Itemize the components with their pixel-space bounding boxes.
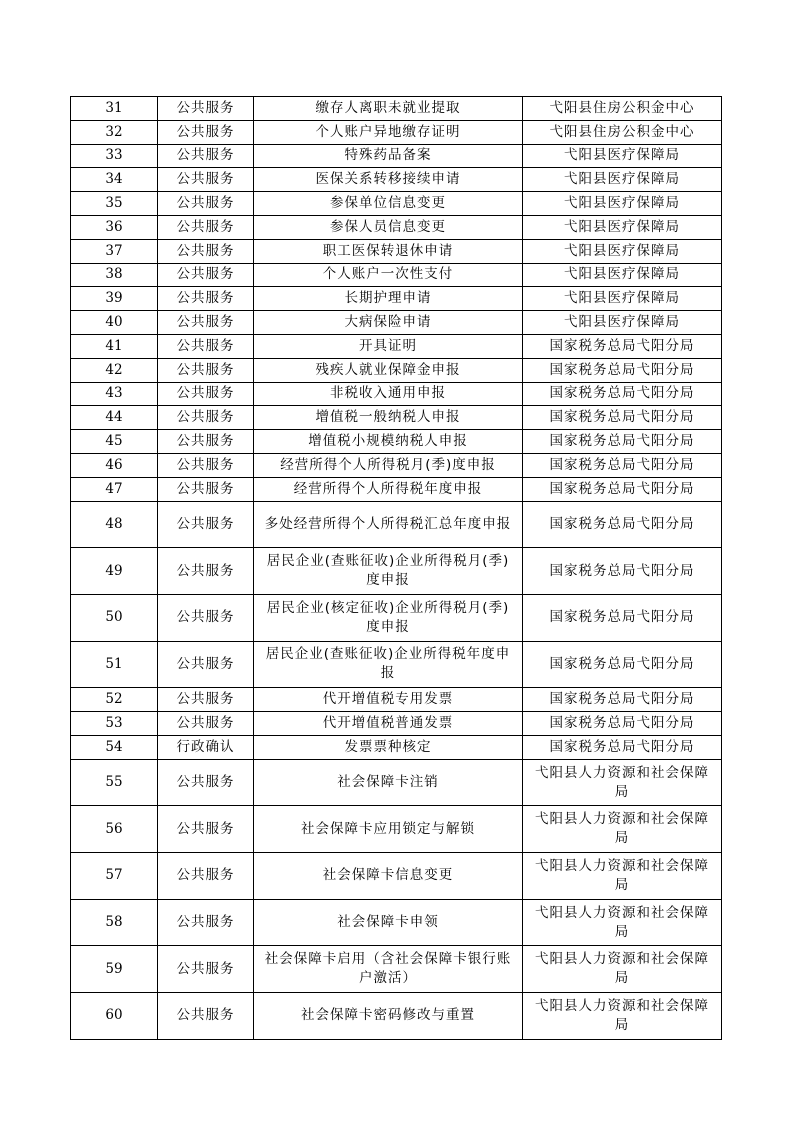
row-number-cell: 37 [71, 239, 158, 263]
item-name-cell: 个人账户一次性支付 [254, 263, 523, 287]
table-row [71, 688, 722, 712]
department-cell: 弋阳县人力资源和社会保障局 [523, 806, 722, 853]
row-number-cell: 45 [71, 430, 158, 454]
row-number-cell: 41 [71, 334, 158, 358]
department-cell: 国家税务总局弋阳分局 [523, 358, 722, 382]
category-cell: 公共服务 [158, 548, 254, 595]
row-number-cell: 56 [71, 806, 158, 853]
category-cell: 公共服务 [158, 430, 254, 454]
department-cell: 国家税务总局弋阳分局 [523, 641, 722, 688]
table-row [71, 594, 722, 641]
item-name-cell: 残疾人就业保障金申报 [254, 358, 523, 382]
table-row [71, 311, 722, 335]
service-items-table [70, 96, 722, 1040]
department-cell: 弋阳县医疗保障局 [523, 144, 722, 168]
department-cell: 国家税务总局弋阳分局 [523, 334, 722, 358]
category-cell: 公共服务 [158, 759, 254, 806]
table-row [71, 263, 722, 287]
table-row [71, 806, 722, 853]
category-cell: 公共服务 [158, 311, 254, 335]
item-name-cell: 社会保障卡密码修改与重置 [254, 993, 523, 1040]
item-name-cell: 多处经营所得个人所得税汇总年度申报 [254, 501, 523, 548]
item-name-cell: 大病保险申请 [254, 311, 523, 335]
table-body [71, 97, 722, 1040]
department-cell: 国家税务总局弋阳分局 [523, 382, 722, 406]
table-row [71, 712, 722, 736]
item-name-cell: 社会保障卡信息变更 [254, 853, 523, 900]
department-cell: 弋阳县住房公积金中心 [523, 97, 722, 121]
row-number-cell: 57 [71, 853, 158, 900]
department-cell: 弋阳县住房公积金中心 [523, 120, 722, 144]
department-cell: 弋阳县医疗保障局 [523, 168, 722, 192]
table-row [71, 946, 722, 993]
department-cell: 弋阳县人力资源和社会保障局 [523, 853, 722, 900]
category-cell: 公共服务 [158, 334, 254, 358]
row-number-cell: 60 [71, 993, 158, 1040]
item-name-cell: 经营所得个人所得税月(季)度申报 [254, 453, 523, 477]
row-number-cell: 39 [71, 287, 158, 311]
department-cell: 国家税务总局弋阳分局 [523, 548, 722, 595]
category-cell: 公共服务 [158, 806, 254, 853]
item-name-cell: 职工医保转退休申请 [254, 239, 523, 263]
category-cell: 公共服务 [158, 406, 254, 430]
department-cell: 弋阳县医疗保障局 [523, 263, 722, 287]
item-name-cell: 经营所得个人所得税年度申报 [254, 477, 523, 501]
category-cell: 公共服务 [158, 192, 254, 216]
item-name-cell: 医保关系转移接续申请 [254, 168, 523, 192]
item-name-cell: 发票票种核定 [254, 735, 523, 759]
table-row [71, 759, 722, 806]
row-number-cell: 48 [71, 501, 158, 548]
department-cell: 国家税务总局弋阳分局 [523, 477, 722, 501]
department-cell: 国家税务总局弋阳分局 [523, 688, 722, 712]
table-row [71, 899, 722, 946]
row-number-cell: 52 [71, 688, 158, 712]
table-row [71, 144, 722, 168]
table-row [71, 548, 722, 595]
category-cell: 公共服务 [158, 215, 254, 239]
table-row [71, 406, 722, 430]
item-name-cell: 特殊药品备案 [254, 144, 523, 168]
department-cell: 弋阳县医疗保障局 [523, 239, 722, 263]
category-cell: 公共服务 [158, 641, 254, 688]
table-row [71, 97, 722, 121]
row-number-cell: 38 [71, 263, 158, 287]
item-name-cell: 居民企业(查账征收)企业所得税月(季)度申报 [254, 548, 523, 595]
department-cell: 国家税务总局弋阳分局 [523, 406, 722, 430]
table-row [71, 215, 722, 239]
row-number-cell: 42 [71, 358, 158, 382]
table-row [71, 853, 722, 900]
table-row [71, 192, 722, 216]
category-cell: 公共服务 [158, 168, 254, 192]
category-cell: 公共服务 [158, 501, 254, 548]
category-cell: 公共服务 [158, 120, 254, 144]
row-number-cell: 40 [71, 311, 158, 335]
category-cell: 公共服务 [158, 358, 254, 382]
item-name-cell: 个人账户异地缴存证明 [254, 120, 523, 144]
department-cell: 国家税务总局弋阳分局 [523, 735, 722, 759]
item-name-cell: 社会保障卡注销 [254, 759, 523, 806]
item-name-cell: 长期护理申请 [254, 287, 523, 311]
category-cell: 公共服务 [158, 144, 254, 168]
row-number-cell: 31 [71, 97, 158, 121]
item-name-cell: 非税收入通用申报 [254, 382, 523, 406]
table-row [71, 168, 722, 192]
department-cell: 国家税务总局弋阳分局 [523, 453, 722, 477]
department-cell: 国家税务总局弋阳分局 [523, 712, 722, 736]
category-cell: 公共服务 [158, 382, 254, 406]
item-name-cell: 开具证明 [254, 334, 523, 358]
row-number-cell: 51 [71, 641, 158, 688]
table-row [71, 358, 722, 382]
table-row [71, 430, 722, 454]
table-row [71, 334, 722, 358]
table-row [71, 287, 722, 311]
category-cell: 公共服务 [158, 853, 254, 900]
row-number-cell: 33 [71, 144, 158, 168]
department-cell: 国家税务总局弋阳分局 [523, 594, 722, 641]
item-name-cell: 缴存人离职未就业提取 [254, 97, 523, 121]
table-row [71, 120, 722, 144]
row-number-cell: 44 [71, 406, 158, 430]
category-cell: 公共服务 [158, 712, 254, 736]
item-name-cell: 居民企业(核定征收)企业所得税月(季)度申报 [254, 594, 523, 641]
row-number-cell: 53 [71, 712, 158, 736]
row-number-cell: 46 [71, 453, 158, 477]
table-row [71, 993, 722, 1040]
item-name-cell: 社会保障卡应用锁定与解锁 [254, 806, 523, 853]
category-cell: 公共服务 [158, 263, 254, 287]
item-name-cell: 增值税小规模纳税人申报 [254, 430, 523, 454]
row-number-cell: 32 [71, 120, 158, 144]
department-cell: 弋阳县人力资源和社会保障局 [523, 993, 722, 1040]
row-number-cell: 43 [71, 382, 158, 406]
department-cell: 弋阳县医疗保障局 [523, 215, 722, 239]
category-cell: 公共服务 [158, 899, 254, 946]
department-cell: 弋阳县医疗保障局 [523, 311, 722, 335]
category-cell: 公共服务 [158, 946, 254, 993]
item-name-cell: 增值税一般纳税人申报 [254, 406, 523, 430]
table-row [71, 735, 722, 759]
item-name-cell: 社会保障卡启用（含社会保障卡银行账户激活） [254, 946, 523, 993]
item-name-cell: 参保人员信息变更 [254, 215, 523, 239]
category-cell: 公共服务 [158, 993, 254, 1040]
category-cell: 公共服务 [158, 477, 254, 501]
department-cell: 国家税务总局弋阳分局 [523, 501, 722, 548]
item-name-cell: 居民企业(查账征收)企业所得税年度申报 [254, 641, 523, 688]
row-number-cell: 36 [71, 215, 158, 239]
category-cell: 公共服务 [158, 594, 254, 641]
row-number-cell: 50 [71, 594, 158, 641]
category-cell: 公共服务 [158, 688, 254, 712]
department-cell: 弋阳县人力资源和社会保障局 [523, 899, 722, 946]
item-name-cell: 代开增值税专用发票 [254, 688, 523, 712]
row-number-cell: 55 [71, 759, 158, 806]
table-row [71, 477, 722, 501]
item-name-cell: 代开增值税普通发票 [254, 712, 523, 736]
row-number-cell: 35 [71, 192, 158, 216]
department-cell: 弋阳县医疗保障局 [523, 192, 722, 216]
department-cell: 国家税务总局弋阳分局 [523, 430, 722, 454]
department-cell: 弋阳县人力资源和社会保障局 [523, 759, 722, 806]
department-cell: 弋阳县医疗保障局 [523, 287, 722, 311]
table-row [71, 453, 722, 477]
row-number-cell: 34 [71, 168, 158, 192]
category-cell: 公共服务 [158, 287, 254, 311]
table-row [71, 501, 722, 548]
table-row [71, 641, 722, 688]
row-number-cell: 58 [71, 899, 158, 946]
row-number-cell: 49 [71, 548, 158, 595]
category-cell: 公共服务 [158, 97, 254, 121]
item-name-cell: 参保单位信息变更 [254, 192, 523, 216]
department-cell: 弋阳县人力资源和社会保障局 [523, 946, 722, 993]
table-row [71, 239, 722, 263]
table-row [71, 382, 722, 406]
category-cell: 行政确认 [158, 735, 254, 759]
row-number-cell: 47 [71, 477, 158, 501]
row-number-cell: 59 [71, 946, 158, 993]
category-cell: 公共服务 [158, 453, 254, 477]
item-name-cell: 社会保障卡申领 [254, 899, 523, 946]
row-number-cell: 54 [71, 735, 158, 759]
category-cell: 公共服务 [158, 239, 254, 263]
